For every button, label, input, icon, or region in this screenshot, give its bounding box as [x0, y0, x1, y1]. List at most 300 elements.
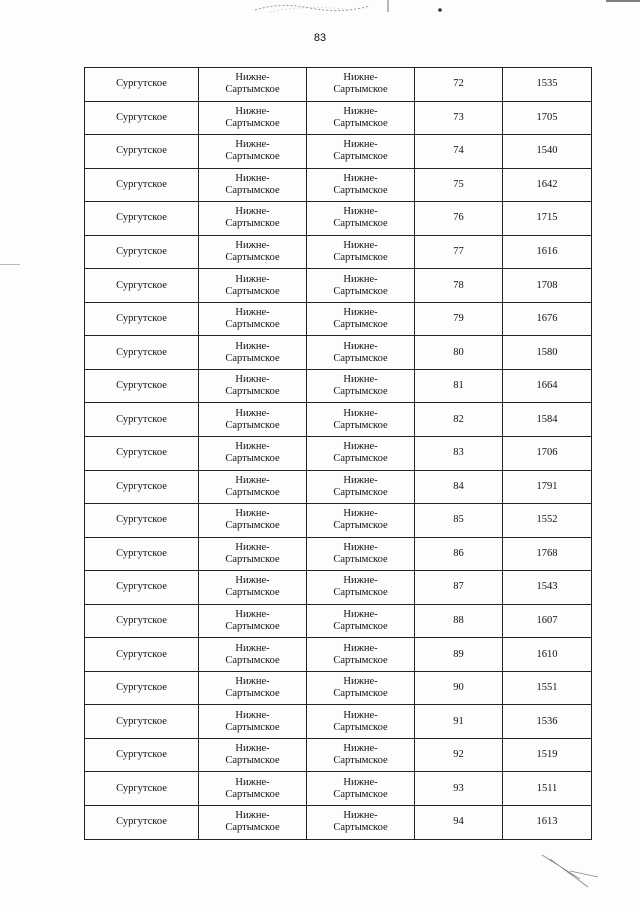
cell-value [503, 336, 592, 370]
cell-value-text: 1584 [536, 413, 558, 425]
cell-district-text: Сургутское [116, 212, 167, 224]
cell-field-b [307, 470, 415, 504]
data-table [84, 67, 592, 840]
cell-district-text: Сургутское [116, 380, 167, 392]
cell-field-b-text: Нижне- [343, 72, 378, 84]
cell-field-b-text: Нижне- [343, 407, 378, 419]
cell-field-b-text: Нижне- [343, 508, 378, 520]
cell-district-text: Сургутское [116, 514, 167, 526]
cell-field-a [199, 437, 307, 471]
cell-district [85, 738, 199, 772]
cell-field-b-text: Нижне- [343, 240, 378, 251]
table-row [85, 235, 592, 269]
cell-number-text: 79 [453, 313, 464, 325]
cell-number-text: 74 [453, 145, 464, 157]
cell-field-a-text: Сартымское [225, 285, 280, 297]
cell-number-text: 73 [453, 111, 464, 123]
cell-field-b [307, 135, 415, 169]
cell-number-text: 93 [453, 782, 464, 794]
cell-field-a-text: Нижне- [235, 676, 270, 688]
cell-field-b-text: Сартымское [333, 688, 388, 700]
cell-field-b-text: Сартымское [333, 553, 388, 565]
cell-number [415, 135, 503, 169]
cell-field-a-text: Сартымское [225, 319, 280, 331]
table-row [85, 101, 592, 135]
cell-field-a [199, 403, 307, 437]
cell-field-a-text: Нижне- [235, 407, 270, 419]
cell-field-a-text: Сартымское [225, 721, 280, 733]
cell-district [85, 403, 199, 437]
cell-district [85, 571, 199, 605]
cell-value [503, 738, 592, 772]
cell-value-text: 1580 [536, 346, 558, 358]
cell-field-a-text: Сартымское [225, 822, 280, 834]
cell-district [85, 504, 199, 538]
table-row [85, 168, 592, 202]
cell-number-text: 89 [453, 648, 464, 660]
cell-value-text: 1543 [536, 581, 558, 593]
cell-value-text: 1715 [536, 212, 558, 224]
cell-number-text: 85 [453, 514, 464, 526]
cell-value-text: 1768 [536, 547, 558, 559]
cell-field-a [199, 671, 307, 705]
cell-field-b-text: Нижне- [343, 810, 378, 822]
cell-district-text: Сургутское [116, 715, 167, 727]
cell-field-b [307, 806, 415, 840]
cell-number-text: 90 [453, 682, 464, 694]
cell-field-a-text: Сартымское [225, 184, 280, 196]
cell-field-b [307, 705, 415, 739]
cell-value [503, 437, 592, 471]
cell-value-text: 1551 [536, 682, 558, 694]
cell-field-a-text: Нижне- [235, 474, 270, 486]
cell-field-b [307, 772, 415, 806]
cell-number [415, 571, 503, 605]
cell-value [503, 369, 592, 403]
cell-field-a [199, 470, 307, 504]
cell-field-b-text: Сартымское [333, 285, 388, 297]
cell-district [85, 202, 199, 236]
cell-field-b [307, 269, 415, 303]
cell-district-text: Сургутское [116, 615, 167, 627]
cell-field-b-text: Сартымское [333, 654, 388, 666]
cell-district-text: Сургутское [116, 246, 167, 257]
cell-number [415, 504, 503, 538]
cell-field-a [199, 738, 307, 772]
cell-number [415, 101, 503, 135]
scan-smudge-right [430, 0, 450, 14]
cell-field-b-text: Нижне- [343, 743, 378, 755]
cell-district-text: Сургутское [116, 581, 167, 593]
cell-field-a-text: Нижне- [235, 172, 270, 184]
cell-field-b-text: Сартымское [333, 319, 388, 331]
cell-district [85, 705, 199, 739]
cell-value [503, 269, 592, 303]
table-row [85, 772, 592, 806]
cell-field-a-text: Сартымское [225, 252, 280, 263]
cell-number [415, 604, 503, 638]
cell-field-a-text: Сартымское [225, 520, 280, 532]
cell-field-a [199, 101, 307, 135]
table-row [85, 369, 592, 403]
cell-field-a-text: Нижне- [235, 105, 270, 117]
cell-field-a [199, 772, 307, 806]
cell-field-a [199, 302, 307, 336]
cell-field-b-text: Нижне- [343, 642, 378, 654]
cell-field-a-text: Нижне- [235, 709, 270, 721]
cell-value [503, 806, 592, 840]
cell-field-b-text: Нижне- [343, 541, 378, 553]
cell-field-a-text: Сартымское [225, 151, 280, 163]
cell-field-a-text: Сартымское [225, 755, 280, 767]
cell-field-a [199, 168, 307, 202]
table-row [85, 437, 592, 471]
cell-number [415, 68, 503, 102]
cell-number-text: 84 [453, 480, 464, 492]
cell-number [415, 806, 503, 840]
cell-field-a-text: Нижне- [235, 340, 270, 352]
cell-field-b [307, 302, 415, 336]
cell-field-a-text: Нижне- [235, 508, 270, 520]
cell-district [85, 101, 199, 135]
cell-field-a-text: Сартымское [225, 386, 280, 398]
cell-field-b [307, 101, 415, 135]
cell-field-a-text: Сартымское [225, 788, 280, 800]
cell-field-b-text: Нижне- [343, 273, 378, 285]
cell-field-b-text: Сартымское [333, 755, 388, 767]
cell-number-text: 81 [453, 380, 464, 392]
cell-value [503, 302, 592, 336]
cell-number [415, 738, 503, 772]
cell-field-a-text: Сартымское [225, 218, 280, 230]
cell-district-text: Сургутское [116, 682, 167, 694]
cell-field-a-text: Сартымское [225, 621, 280, 633]
cell-district [85, 470, 199, 504]
cell-field-a-text: Сартымское [225, 84, 280, 96]
table-row [85, 537, 592, 571]
cell-field-b [307, 437, 415, 471]
cell-field-b-text: Нижне- [343, 676, 378, 688]
cell-number [415, 537, 503, 571]
cell-value [503, 537, 592, 571]
cell-district [85, 235, 199, 269]
cell-number [415, 369, 503, 403]
cell-field-b-text: Сартымское [333, 621, 388, 633]
cell-district-text: Сургутское [116, 346, 167, 358]
cell-field-b-text: Сартымское [333, 84, 388, 96]
cell-district [85, 135, 199, 169]
cell-number-text: 75 [453, 178, 464, 190]
cell-value-text: 1642 [536, 178, 558, 190]
cell-number-text: 88 [453, 615, 464, 627]
cell-field-b [307, 336, 415, 370]
cell-value [503, 68, 592, 102]
cell-district-text: Сургутское [116, 413, 167, 425]
cell-field-b [307, 504, 415, 538]
cell-field-b [307, 571, 415, 605]
table-row [85, 705, 592, 739]
table-row [85, 135, 592, 169]
cell-field-a-text: Нижне- [235, 609, 270, 621]
cell-value [503, 604, 592, 638]
cell-field-a-text: Нижне- [235, 240, 270, 251]
cell-field-b-text: Сартымское [333, 587, 388, 599]
cell-field-b [307, 235, 415, 269]
cell-field-b-text: Нижне- [343, 374, 378, 386]
cell-field-b [307, 202, 415, 236]
cell-value-text: 1535 [536, 78, 558, 90]
cell-district-text: Сургутское [116, 749, 167, 761]
cell-field-a-text: Сартымское [225, 453, 280, 465]
table-row [85, 336, 592, 370]
cell-value [503, 571, 592, 605]
cell-field-b-text: Нижне- [343, 206, 378, 218]
cell-field-b-text: Сартымское [333, 486, 388, 498]
cell-field-a-text: Нижне- [235, 776, 270, 788]
cell-field-a [199, 604, 307, 638]
cell-number [415, 671, 503, 705]
cell-field-a-text: Нижне- [235, 206, 270, 218]
cell-field-a [199, 638, 307, 672]
cell-number-text: 80 [453, 346, 464, 358]
cell-field-b-text: Сартымское [333, 419, 388, 431]
cell-value-text: 1536 [536, 715, 558, 727]
cell-field-a-text: Сартымское [225, 553, 280, 565]
cell-value [503, 504, 592, 538]
cell-number-text: 87 [453, 581, 464, 593]
cell-district-text: Сургутское [116, 480, 167, 492]
cell-number-text: 77 [453, 246, 464, 257]
cell-field-a-text: Нижне- [235, 743, 270, 755]
table-row [85, 638, 592, 672]
cell-field-b-text: Нижне- [343, 340, 378, 352]
cell-district [85, 638, 199, 672]
cell-field-b-text: Сартымское [333, 252, 388, 263]
signature-scribble [540, 853, 600, 893]
cell-district-text: Сургутское [116, 178, 167, 190]
cell-number [415, 336, 503, 370]
cell-value-text: 1705 [536, 111, 558, 123]
cell-field-b-text: Сартымское [333, 184, 388, 196]
cell-value-text: 1616 [536, 246, 558, 257]
cell-field-a-text: Сартымское [225, 486, 280, 498]
margin-speck-left [0, 264, 20, 265]
cell-number-text: 92 [453, 749, 464, 761]
cell-value [503, 403, 592, 437]
cell-number [415, 168, 503, 202]
table-row [85, 671, 592, 705]
cell-field-a-text: Нижне- [235, 307, 270, 319]
cell-district [85, 671, 199, 705]
cell-district-text: Сургутское [116, 279, 167, 291]
cell-number [415, 705, 503, 739]
cell-field-b [307, 604, 415, 638]
cell-district-text: Сургутское [116, 447, 167, 459]
table-row [85, 806, 592, 840]
cell-field-b [307, 369, 415, 403]
cell-field-a [199, 336, 307, 370]
cell-district-text: Сургутское [116, 145, 167, 157]
table-row [85, 738, 592, 772]
cell-field-b-text: Нижне- [343, 441, 378, 453]
cell-field-b [307, 68, 415, 102]
table-row [85, 68, 592, 102]
cell-value-text: 1552 [536, 514, 558, 526]
cell-value [503, 470, 592, 504]
cell-district-text: Сургутское [116, 78, 167, 90]
cell-field-a-text: Нижне- [235, 139, 270, 151]
scan-smudge-top [250, 0, 400, 14]
cell-district-text: Сургутское [116, 648, 167, 660]
cell-field-b-text: Нижне- [343, 474, 378, 486]
table-row [85, 604, 592, 638]
cell-number [415, 437, 503, 471]
cell-field-a [199, 571, 307, 605]
cell-number-text: 91 [453, 715, 464, 727]
cell-district [85, 806, 199, 840]
cell-field-a-text: Нижне- [235, 575, 270, 587]
cell-number-text: 82 [453, 413, 464, 425]
cell-district [85, 302, 199, 336]
cell-number-text: 72 [453, 78, 464, 90]
cell-value [503, 705, 592, 739]
cell-field-b-text: Сартымское [333, 788, 388, 800]
cell-district-text: Сургутское [116, 782, 167, 794]
table-row [85, 269, 592, 303]
cell-field-a [199, 202, 307, 236]
cell-field-a-text: Нижне- [235, 374, 270, 386]
cell-field-a-text: Нижне- [235, 810, 270, 822]
cell-field-a-text: Сартымское [225, 654, 280, 666]
cell-value-text: 1613 [536, 816, 558, 828]
table-row [85, 302, 592, 336]
cell-field-b [307, 537, 415, 571]
cell-number [415, 302, 503, 336]
cell-value-text: 1540 [536, 145, 558, 157]
cell-value-text: 1664 [536, 380, 558, 392]
cell-field-a-text: Нижне- [235, 642, 270, 654]
cell-field-a-text: Сартымское [225, 419, 280, 431]
cell-field-a [199, 269, 307, 303]
cell-value [503, 772, 592, 806]
cell-district [85, 772, 199, 806]
cell-field-a [199, 504, 307, 538]
cell-value-text: 1511 [536, 782, 558, 794]
cell-district-text: Сургутское [116, 313, 167, 325]
cell-value-text: 1519 [536, 749, 558, 761]
cell-district-text: Сургутское [116, 111, 167, 123]
cell-field-a-text: Нижне- [235, 441, 270, 453]
cell-field-a [199, 537, 307, 571]
cell-value [503, 671, 592, 705]
cell-field-b-text: Нижне- [343, 139, 378, 151]
cell-district [85, 604, 199, 638]
cell-field-b-text: Нижне- [343, 172, 378, 184]
cell-district [85, 168, 199, 202]
cell-field-b-text: Сартымское [333, 453, 388, 465]
cell-field-a-text: Нижне- [235, 273, 270, 285]
cell-field-a [199, 369, 307, 403]
cell-field-b-text: Сартымское [333, 520, 388, 532]
cell-field-a-text: Сартымское [225, 352, 280, 364]
cell-number-text: 94 [453, 816, 464, 828]
table-row [85, 403, 592, 437]
cell-district-text: Сургутское [116, 547, 167, 559]
cell-value-text: 1706 [536, 447, 558, 459]
cell-number [415, 470, 503, 504]
cell-value-text: 1708 [536, 279, 558, 291]
cell-value-text: 1791 [536, 480, 558, 492]
cell-field-b-text: Нижне- [343, 307, 378, 319]
table-row [85, 504, 592, 538]
cell-field-a [199, 235, 307, 269]
cell-value-text: 1607 [536, 615, 558, 627]
cell-value [503, 101, 592, 135]
cell-district [85, 537, 199, 571]
cell-district [85, 336, 199, 370]
cell-field-b-text: Сартымское [333, 151, 388, 163]
cell-field-b-text: Сартымское [333, 822, 388, 834]
cell-field-b-text: Сартымское [333, 117, 388, 129]
cell-district-text: Сургутское [116, 816, 167, 828]
cell-number-text: 83 [453, 447, 464, 459]
scan-smudge-corner [566, 0, 640, 14]
cell-number [415, 403, 503, 437]
cell-field-b [307, 403, 415, 437]
cell-number [415, 235, 503, 269]
cell-value-text: 1610 [536, 648, 558, 660]
table-row [85, 470, 592, 504]
cell-number-text: 78 [453, 279, 464, 291]
cell-field-b [307, 738, 415, 772]
cell-field-a [199, 135, 307, 169]
cell-field-b-text: Сартымское [333, 721, 388, 733]
cell-value [503, 168, 592, 202]
cell-value [503, 135, 592, 169]
table-row [85, 571, 592, 605]
cell-field-a-text: Сартымское [225, 117, 280, 129]
cell-field-b-text: Нижне- [343, 776, 378, 788]
page-number: 83 [313, 32, 327, 44]
cell-number-text: 76 [453, 212, 464, 224]
cell-number [415, 638, 503, 672]
cell-field-b-text: Нижне- [343, 709, 378, 721]
cell-district [85, 68, 199, 102]
cell-value [503, 638, 592, 672]
cell-field-a-text: Нижне- [235, 541, 270, 553]
cell-district [85, 269, 199, 303]
cell-number [415, 772, 503, 806]
cell-district [85, 369, 199, 403]
cell-field-a-text: Сартымское [225, 688, 280, 700]
cell-value [503, 235, 592, 269]
table-row [85, 202, 592, 236]
cell-field-b [307, 168, 415, 202]
cell-field-a [199, 705, 307, 739]
cell-value-text: 1676 [536, 313, 558, 325]
cell-field-b [307, 671, 415, 705]
cell-number [415, 269, 503, 303]
cell-field-b-text: Нижне- [343, 105, 378, 117]
cell-field-a-text: Нижне- [235, 72, 270, 84]
cell-value [503, 202, 592, 236]
cell-field-b-text: Сартымское [333, 386, 388, 398]
cell-field-b [307, 638, 415, 672]
cell-field-b-text: Нижне- [343, 609, 378, 621]
cell-field-a [199, 68, 307, 102]
cell-number-text: 86 [453, 547, 464, 559]
cell-field-a [199, 806, 307, 840]
